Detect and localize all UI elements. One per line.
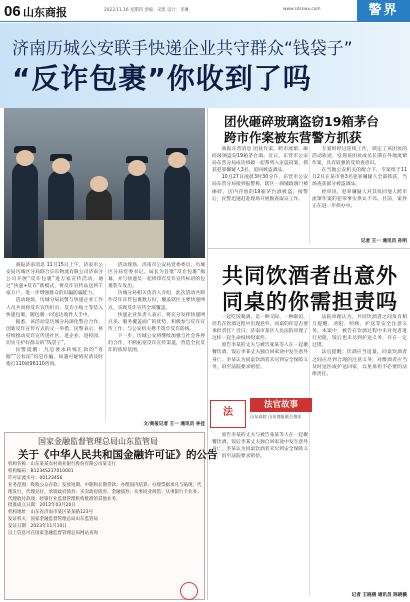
- story2-title-2: 跨市作案被东营警方抓获: [224, 130, 362, 145]
- officer-figure: [164, 164, 190, 258]
- issue-meta: 2023.11.16 星期四 责编：宋凯 设计：李琳: [104, 8, 189, 13]
- story3-title-1: 共同饮酒者出意外: [222, 264, 398, 288]
- paragraph: 商报济南消息 11月15日上午，济南市公安局历城区分局联合京东物流有限公司济南分公司开展“反诈包裹”进万家宣传活动，通过“快递+反诈”新模式，将反诈宣传品送到千家万户，进一步增强群众的识骗防骗能力。: [6, 263, 103, 297]
- newspaper-name: 山东商报: [23, 6, 67, 19]
- column-logo-text: 法官故事: [250, 398, 312, 412]
- paragraph: 活动现场，历城分局民警与快递企业工作人员共同将反诈宣传折页、反诈小贴士等装入快递包裹，随包裹一同送达收件人手中。: [6, 298, 103, 318]
- notice-line: 以上信息可在国家金融监督管理总局网站查询: [8, 531, 98, 537]
- officer-figure: [12, 162, 38, 258]
- paragraph: 一起吃饭喝酒，是一种交际、一种联谊，但若在饮酒过程中出现意外，同桌的你是否要承担责任？近日，济南市某区人民法院审理了这样一起生命权纠纷案件。: [212, 315, 308, 342]
- lead-headline: “反诈包裹”你收到了吗: [12, 62, 312, 95]
- notice-issuer: 国家金融监督管理总局山东监管局: [38, 437, 158, 446]
- story3-credit: 记者 王晓倩 通讯员 陈晓薇: [351, 593, 407, 598]
- notice-line: 发证日期：2023年11月10日: [8, 524, 67, 530]
- story2-body-column-2: [312, 146, 407, 236]
- lead-body-column-2: [108, 262, 205, 420]
- story2-body-column-1: [212, 146, 308, 246]
- paragraph: 历城分局相关负责人介绍，此次活动共制作反诈宣传包裹数万份，覆盖辖区主要快递网点，实现反诈宣传全域覆盖。: [108, 291, 205, 311]
- lead-body-column-1: [6, 262, 103, 427]
- story2-title-1: 团伙砸碎玻璃盗窃19箱茅台: [224, 114, 379, 129]
- story2-credit: 记者 王一 通讯员 孙明: [360, 239, 407, 244]
- paragraph: 10月27日凌晨3时30分许，东营市公安局东营分局接到报警称，辖区一商铺玻璃门被砸碎，店内存放的19箱茅台酒被盗。接警后，民警迅速赶赴现场开展勘查取证工作。: [212, 175, 308, 202]
- notice-line: 批准成立日期：2012年03月20日: [8, 503, 76, 509]
- story3-body-column-2: [312, 314, 407, 590]
- official-seal-icon: [180, 582, 198, 600]
- notice-line: 机构地址：山东省济南市某区某某路123号: [8, 510, 94, 516]
- paragraph: 法院审理认为，共同饮酒者之间负有相互提醒、劝阻、照顾、护送等安全注意义务。本案中，被告在饮酒过程中未对死者进行劝阻，饭后也未尽到护送义务，存在一定过错。: [312, 315, 407, 349]
- paragraph: 商报东营消息 团伙作案，跨市流窜，砸碎玻璃盗窃19箱茅台酒。近日，东营市公安局东营分局成功侦破一起系列入室盗窃案，抓获犯罪嫌疑人3名，追回被盗酒品。: [212, 147, 308, 174]
- column-divider: [105, 262, 106, 422]
- column-logo-subtitle: 山东高院 山东商报联合推出: [250, 414, 302, 419]
- notice-title: 关于《中华人民共和国金融许可证》的公告: [18, 449, 218, 461]
- paragraph: 活动现场，济南市公安局党委委员、历城区分局党委书记、局长为首批“反诈包裹”揭幕，并与快递员一起将印有反诈宣传标语的包裹装车发出。: [108, 263, 205, 290]
- notice-body: [8, 462, 202, 538]
- story3-body-continued: [212, 432, 308, 590]
- lead-credit: 文/商报记者 王一 通讯员 李佳: [143, 422, 205, 427]
- paragraph: 专案组经过连续工作，锁定了该团伙的活动轨迹，发现该团伙成员长期在外地流窜作案，具有较强的反侦查意识。: [312, 147, 407, 167]
- paragraph: 经审讯，犯罪嫌疑人对其伙同他人跨市流窜作案的犯罪事实供认不讳。目前，案件正在进一步侦办中。: [312, 189, 407, 209]
- horizontal-divider: [208, 248, 410, 249]
- paragraph: 快递企业负责人表示，将充分发挥快递网点多、服务覆盖面广的优势，积极参与反诈宣传工作，与公安机关携手筑牢反诈防线。: [108, 312, 205, 332]
- notice-line: 发证机关：国家金融监督管理总局山东监管局: [8, 517, 98, 523]
- page-number: 06: [4, 3, 21, 20]
- section-label: 警界: [357, 0, 410, 22]
- notice-line: 业务范围：吸收公众存款；发放短期、中期和长期贷款；办理国内结算；办理票据承兑与贴现；代理发行、代理兑付、承销政府债券；买卖政府债券、金融债券；从事同业拆借；从事银行卡业务；代理收付款项；经银行业监督管理机构批准的其他业务。: [8, 482, 202, 502]
- column-divider: [309, 146, 310, 244]
- paragraph: 原告李某的丈夫与被告张某等人在一起聚餐饮酒，饭后李某丈夫独自回家途中发生意外身亡。李某认为同桌饮酒者未尽到安全保障义务，诉至法院要求赔偿。: [212, 433, 308, 460]
- page-header: [0, 0, 410, 22]
- paragraph: 据悉，该活动是历城分局深化警企合作、创新反诈宣传方式的又一举措。民警表示，将持续推动反诈宣传进社区、进企业、进校园，切实守护好群众的“钱袋子”。: [6, 319, 103, 347]
- parcel-table: [44, 220, 164, 258]
- lead-photo: [4, 108, 205, 258]
- paragraph: 法官提醒：饮酒应当适量，同桌饮酒者之间应尽到合理的注意义务，对醉酒者应当及时送医或护送回家，以免承担不必要的法律责任。: [312, 350, 407, 377]
- notice-line: 机构名称：山东某某农村商业银行股份有限公司某支行: [8, 462, 116, 467]
- court-seal-icon: 法: [210, 400, 246, 428]
- paragraph: 下一步，历城公安将继续加强与社会各界的合作，不断拓宽反诈宣传渠道，营造全民反诈的浓厚氛围。: [108, 333, 205, 354]
- vertical-divider: [207, 108, 208, 600]
- paragraph: 在当地公安机关的配合下，专案组于11月2日在某市将3名犯罪嫌疑人全部抓获，当场查获部分被盗酒品。: [312, 168, 407, 188]
- paragraph: 民警提醒：凡是要求转账汇款的“客服”“公检法”均是诈骗，如遇可疑情况请及时拨打110或96110咨询。: [6, 348, 103, 368]
- website-url: www.sdsswx.com: [283, 7, 321, 12]
- column-divider: [309, 314, 310, 596]
- notice-line: 许可证流水号：00123456: [8, 475, 63, 481]
- lead-kicker: 济南历城公安联手快递企业共守群众“钱袋子”: [12, 39, 353, 59]
- story3-body-column-1: [212, 314, 308, 396]
- story3-title-2: 同桌的你需担责吗: [222, 290, 398, 314]
- paragraph: 原告李某的丈夫与被告张某等人在一起聚餐饮酒，饭后李某丈夫独自回家途中发生意外身亡。李某认为同桌饮酒者未尽到安全保障义务，诉至法院要求赔偿。: [212, 343, 308, 370]
- notice-line: 机构编码：B1234S237010001: [8, 468, 74, 474]
